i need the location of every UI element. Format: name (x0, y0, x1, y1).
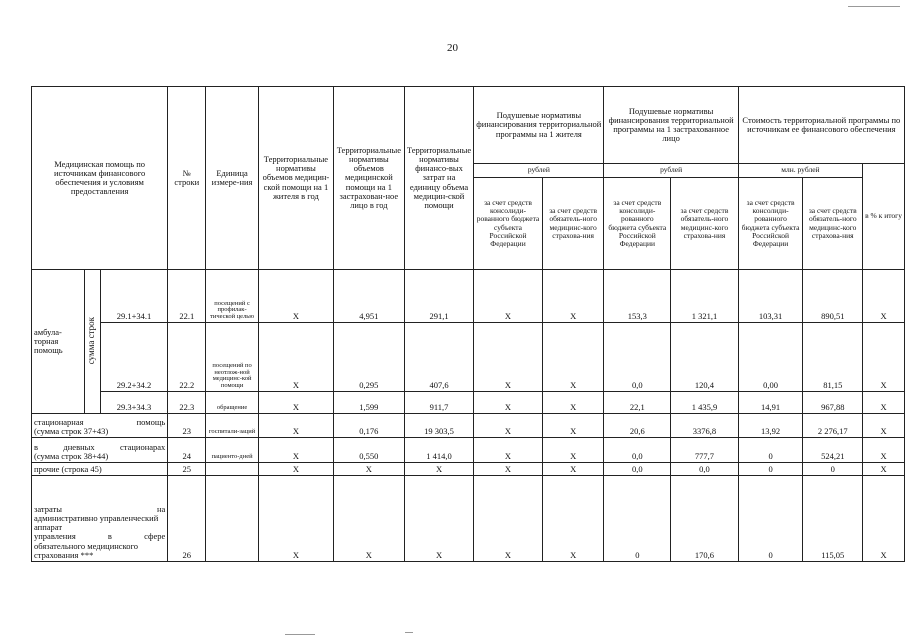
row-label-line: административно управленческий аппарат (34, 513, 159, 533)
cell-norm-cost: 407,6 (404, 323, 473, 392)
cell-capita-budget: Х (474, 323, 543, 392)
unit-rubles-1: рублей (474, 164, 604, 178)
row-unit: посещений по неотлож-ной медицинс-кой помощи (206, 323, 259, 392)
cell-percent: Х (863, 463, 905, 476)
row-number: 26 (168, 476, 206, 562)
cell-norm-insured: 0,176 (333, 414, 404, 438)
cell-cost-oms: 115,05 (803, 476, 863, 562)
row-label (32, 414, 168, 438)
cell-cost-oms: 524,21 (803, 438, 863, 463)
header-row-number: № строки (168, 87, 206, 270)
cell-cost-oms: 0 (803, 463, 863, 476)
row-label (32, 438, 168, 463)
cell-cost-oms: 2 276,17 (803, 414, 863, 438)
cell-percent: Х (863, 414, 905, 438)
cell-insured-oms: 120,4 (671, 323, 739, 392)
cell-percent: Х (863, 438, 905, 463)
row-label-line: в дневных стационарах (34, 441, 166, 452)
cell-cost-budget: 0,00 (738, 323, 803, 392)
cell-norm-insured: 0,550 (333, 438, 404, 463)
cell-insured-budget: 0,0 (604, 463, 671, 476)
row-label (32, 476, 168, 562)
cell-insured-budget: 0,0 (604, 323, 671, 392)
row-number: 23 (168, 414, 206, 438)
row-label-line: управления в сфере (34, 531, 166, 542)
cell-norm-volume: Х (258, 463, 333, 476)
cell-norm-cost: Х (404, 476, 473, 562)
cell-capita-budget: Х (474, 414, 543, 438)
sum-rows-vertical-cell (84, 270, 100, 414)
cell-norm-cost: 19 303,5 (404, 414, 473, 438)
row-label-line: стационарная помощь (34, 416, 166, 427)
header-unit: Единица измере-ния (206, 87, 259, 270)
row-label-line: затраты на (34, 503, 166, 514)
scan-artifact-line (848, 6, 900, 7)
sub-budget-3: за счет средств консолиди-рованного бюджета субъекта Российской Федерации (738, 178, 803, 270)
header-norm-cost: Территориальные нормативы финансо-вых затрат на единицу объема медицин-ской помощи (404, 87, 473, 270)
row-sum-lines: 29.2+34.2 (100, 323, 168, 392)
sub-budget-1: за счет средств консолиди-рованного бюджета субъекта Российской Федерации (474, 178, 543, 270)
cell-norm-insured: 4,951 (333, 270, 404, 323)
cell-cost-budget: 13,92 (738, 414, 803, 438)
row-unit: посещений с профилак-тической целью (206, 270, 259, 323)
cell-cost-budget: 0 (738, 438, 803, 463)
row-number: 25 (168, 463, 206, 476)
sub-oms-2: за счет средств обязатель-ного медицинс-кого страхова-ния (671, 178, 739, 270)
row-unit (206, 476, 259, 562)
sum-rows-vertical-label: сумма строк (86, 316, 97, 364)
sub-oms-1: за счет средств обязатель-ного медицинс-кого страхова-ния (542, 178, 604, 270)
cell-insured-budget: 153,3 (604, 270, 671, 323)
cell-insured-budget: 0,0 (604, 438, 671, 463)
cell-capita-oms: Х (542, 463, 604, 476)
table-row (32, 414, 905, 438)
row-unit: госпитали-заций (206, 414, 259, 438)
cell-cost-budget: 0 (738, 476, 803, 562)
cell-insured-oms: 0,0 (671, 463, 739, 476)
cell-insured-budget: 22,1 (604, 392, 671, 414)
cell-insured-oms: 1 321,1 (671, 270, 739, 323)
page-number: 20 (447, 42, 458, 54)
cell-cost-oms: 890,51 (803, 270, 863, 323)
cell-norm-volume: Х (258, 323, 333, 392)
table-row (32, 438, 905, 463)
cell-norm-volume: Х (258, 270, 333, 323)
table-row (32, 476, 905, 562)
cell-cost-oms: 81,15 (803, 323, 863, 392)
cell-capita-oms: Х (542, 323, 604, 392)
cell-norm-cost: Х (404, 463, 473, 476)
row-number: 22.2 (168, 323, 206, 392)
cell-cost-budget: 14,91 (738, 392, 803, 414)
cell-percent: Х (863, 392, 905, 414)
cell-insured-oms: 170,6 (671, 476, 739, 562)
header-percent-total: в % к итогу (863, 164, 905, 270)
scan-artifact-line (405, 632, 413, 633)
cell-insured-budget: 0 (604, 476, 671, 562)
header-per-insured: Подушевые нормативы финансирования территориальной программы на 1 застрахованное лицо (604, 87, 738, 164)
cell-percent: Х (863, 323, 905, 392)
cell-capita-budget: Х (474, 438, 543, 463)
cell-insured-budget: 20,6 (604, 414, 671, 438)
unit-rubles-2: рублей (604, 164, 738, 178)
row-sum-lines: 29.3+34.3 (100, 392, 168, 414)
cell-norm-insured: 1,599 (333, 392, 404, 414)
cell-norm-insured: Х (333, 476, 404, 562)
cell-norm-volume: Х (258, 476, 333, 562)
cell-cost-budget: 103,31 (738, 270, 803, 323)
ambulatory-group-label: амбула-торная помощь (32, 270, 85, 414)
row-label-line: (сумма строк 38+44) (34, 450, 109, 461)
cell-capita-oms: Х (542, 438, 604, 463)
cell-capita-budget: Х (474, 270, 543, 323)
row-label-line: обязательного медицинского страхования *** (34, 540, 139, 560)
sub-oms-3: за счет средств обязатель-ного медицинс-кого страхова-ния (803, 178, 863, 270)
header-norm-insured: Территориальные нормативы объемов медицинской помощи на 1 застрахован-ное лицо в год (333, 87, 404, 270)
cell-capita-budget: Х (474, 392, 543, 414)
unit-mln-rubles: млн. рублей (738, 164, 862, 178)
row-sum-lines: 29.1+34.1 (100, 270, 168, 323)
cell-capita-oms: Х (542, 414, 604, 438)
row-unit (206, 463, 259, 476)
table-row (32, 270, 905, 323)
row-unit: обращение (206, 392, 259, 414)
cell-insured-oms: 3376,8 (671, 414, 739, 438)
cell-capita-oms: Х (542, 476, 604, 562)
header-care-type: Медицинская помощь по источникам финансового обеспечения и условиям предоставления (32, 87, 168, 270)
cell-norm-insured: 0,295 (333, 323, 404, 392)
row-label (32, 463, 168, 476)
row-unit: пациенто-дней (206, 438, 259, 463)
cell-percent: Х (863, 270, 905, 323)
cell-cost-budget: 0 (738, 463, 803, 476)
cell-norm-volume: Х (258, 438, 333, 463)
header-program-cost: Стоимость территориальной программы по источникам ее финансового обеспечения (738, 87, 904, 164)
table-row (32, 323, 905, 392)
cell-insured-oms: 777,7 (671, 438, 739, 463)
cell-capita-oms: Х (542, 392, 604, 414)
cell-capita-budget: Х (474, 463, 543, 476)
cell-norm-cost: 291,1 (404, 270, 473, 323)
cell-norm-cost: 911,7 (404, 392, 473, 414)
row-number: 22.1 (168, 270, 206, 323)
cell-capita-oms: Х (542, 270, 604, 323)
table-row (32, 463, 905, 476)
cell-norm-cost: 1 414,0 (404, 438, 473, 463)
header-per-capita: Подушевые нормативы финансирования территориальной программы на 1 жителя (474, 87, 604, 164)
cell-norm-insured: Х (333, 463, 404, 476)
cell-percent: Х (863, 476, 905, 562)
cell-capita-budget: Х (474, 476, 543, 562)
cell-cost-oms: 967,88 (803, 392, 863, 414)
row-number: 22.3 (168, 392, 206, 414)
cell-norm-volume: Х (258, 392, 333, 414)
row-number: 24 (168, 438, 206, 463)
table-row (32, 392, 905, 414)
row-label-line: прочие (строка 45) (34, 463, 102, 474)
row-label-line: (сумма строк 37+43) (34, 425, 109, 436)
cell-norm-volume: Х (258, 414, 333, 438)
financing-table (31, 86, 905, 562)
scan-artifact-line (285, 634, 315, 635)
header-norm-volume: Территориальные нормативы объемов медицин-ской помощи на 1 жителя в год (258, 87, 333, 270)
sub-budget-2: за счет средств консолиди-рованного бюджета субъекта Российской Федерации (604, 178, 671, 270)
cell-insured-oms: 1 435,9 (671, 392, 739, 414)
